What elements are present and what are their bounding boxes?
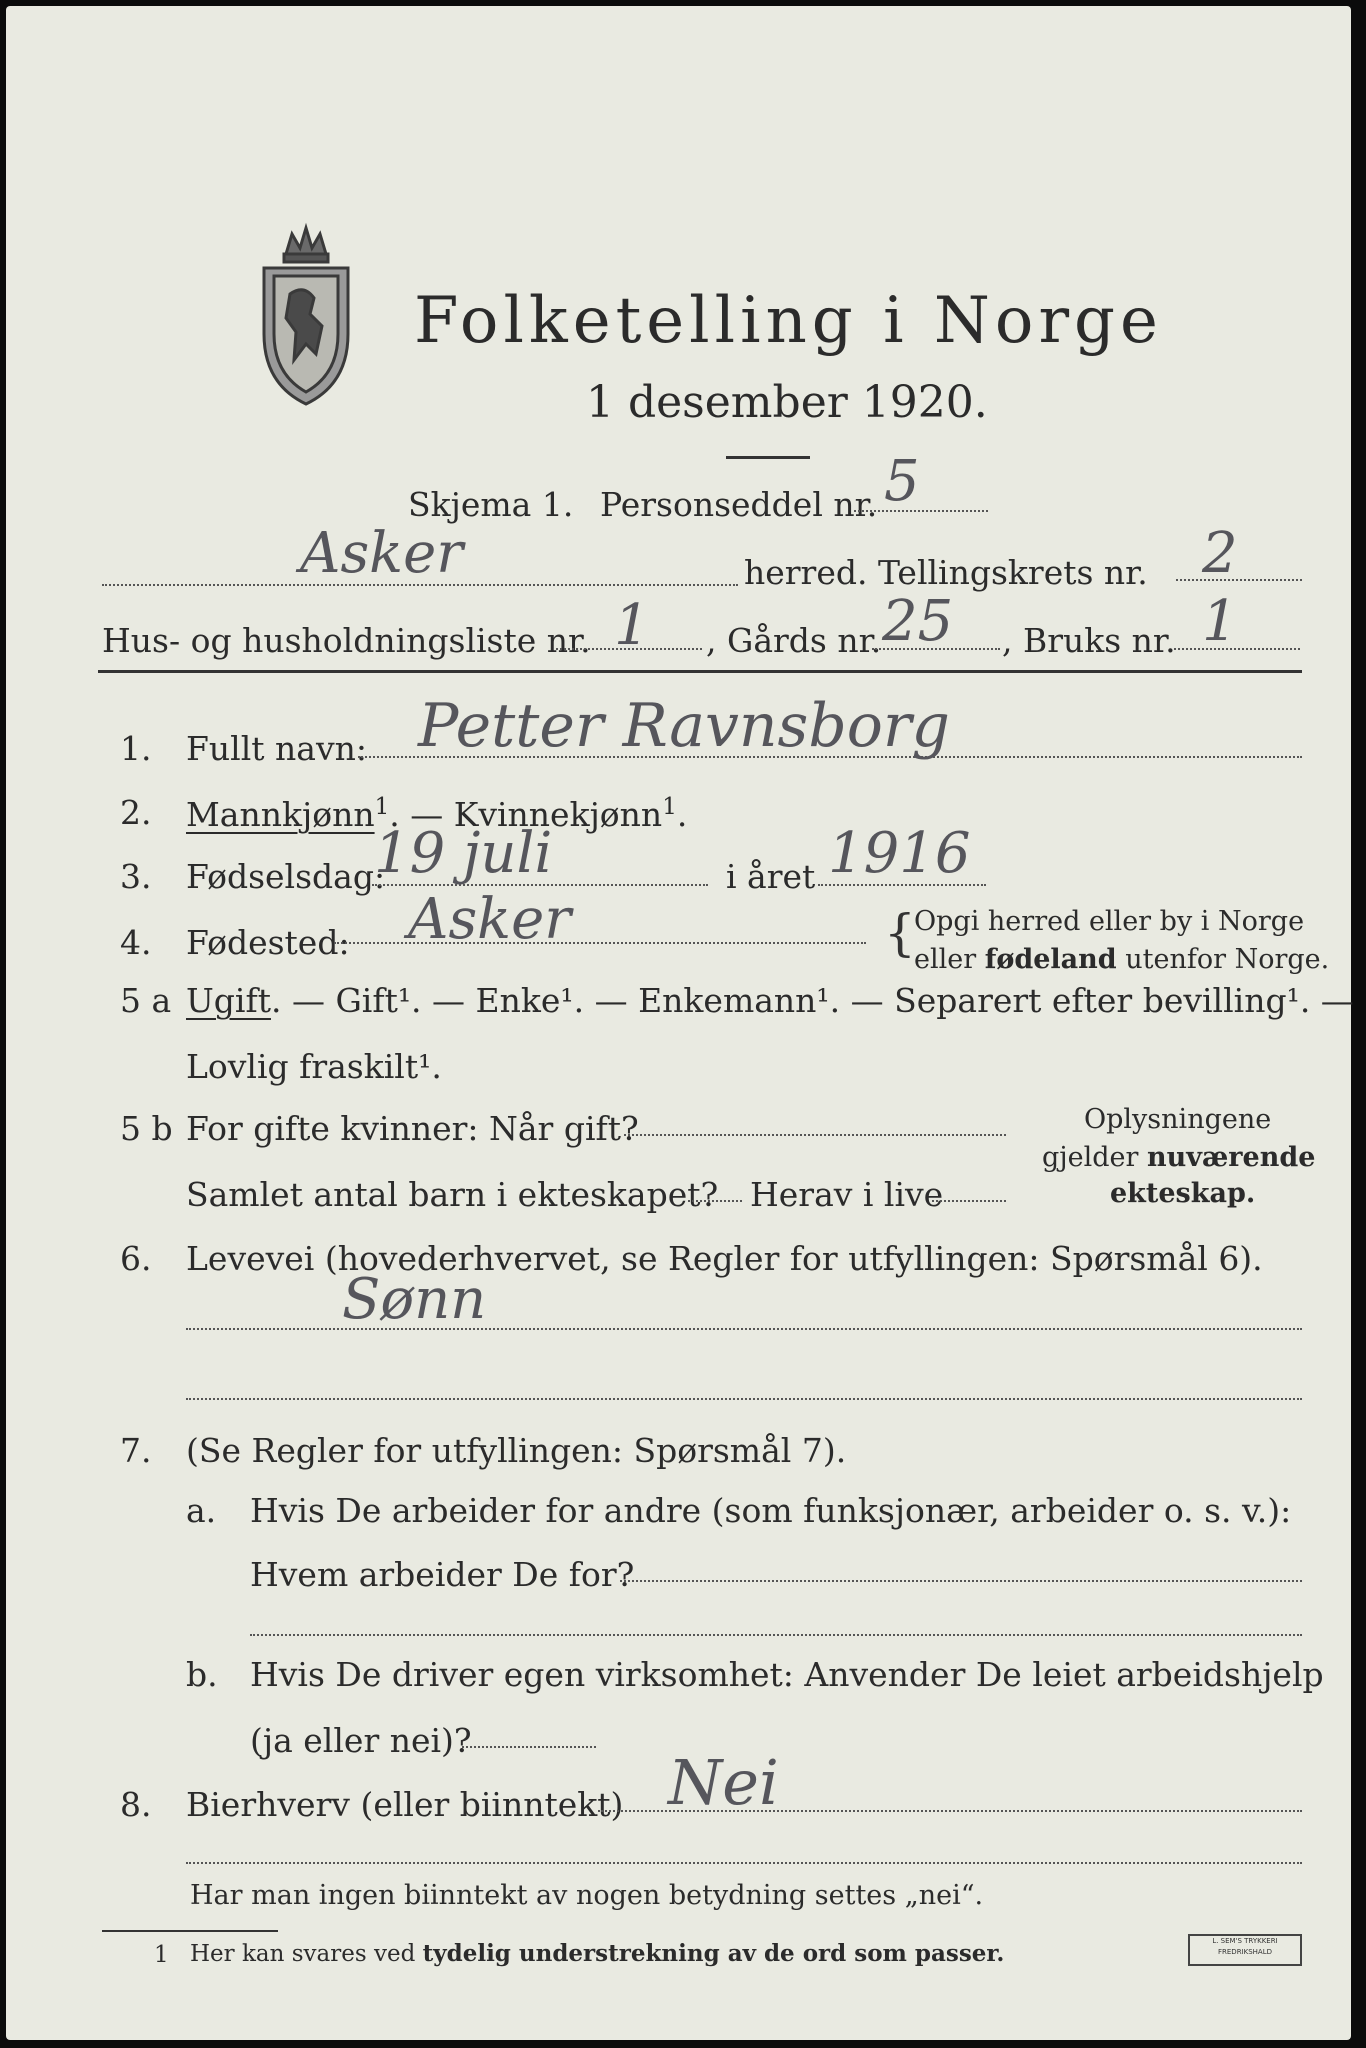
hus-label: Hus- og husholdningsliste nr. <box>102 621 591 660</box>
q5b-note3: ekteskap. <box>1110 1178 1256 1209</box>
q6-line <box>186 1328 1302 1330</box>
q7b-text: Hvis De driver egen virksomhet: Anvender De leiet arbeidshjelp <box>250 1655 1324 1694</box>
q8-value: Nei <box>668 1746 779 1819</box>
q8-number: 8. <box>120 1785 152 1824</box>
q2-end: . <box>676 795 688 834</box>
q5b-alive-line <box>932 1200 1006 1202</box>
q7b-question: (ja eller nei)? <box>250 1721 472 1760</box>
tellingskrets-value: 2 <box>1202 521 1238 586</box>
q7a-line-2 <box>250 1634 1302 1636</box>
form-title: Folketelling i Norge <box>414 284 1163 358</box>
personseddel-value: 5 <box>884 449 920 514</box>
personseddel-label: Personseddel nr. <box>600 485 878 524</box>
q5a-line2: Lovlig fraskilt¹. <box>186 1047 442 1086</box>
q2-female-footnote-mark: 1 <box>662 794 677 820</box>
q1-number: 1. <box>120 729 152 768</box>
q5b-when-line <box>624 1134 1006 1136</box>
q5b-children-line <box>688 1200 742 1202</box>
q5a-text <box>186 981 1354 1020</box>
q7a-letter: a. <box>186 1491 217 1530</box>
hus-value: 1 <box>614 593 650 658</box>
q3-number: 3. <box>120 857 152 896</box>
personseddel-line <box>854 510 988 512</box>
census-form <box>6 6 1354 2040</box>
footnote-text-bold: tydelig understrekning av de ord som passer. <box>422 1940 1005 1967</box>
q3-date-value: 19 juli <box>374 821 553 886</box>
q8-line-2 <box>186 1862 1302 1864</box>
q4-value: Asker <box>408 887 572 952</box>
q5a-number: 5 a <box>120 981 172 1020</box>
footnote-rule <box>102 1930 278 1932</box>
q5b-label1: For gifte kvinner: Når gift? <box>186 1109 639 1148</box>
gards-label: , Gårds nr. <box>706 621 882 660</box>
bruks-label: , Bruks nr. <box>1002 621 1176 660</box>
title-divider <box>726 456 810 459</box>
herred-label: herred. Tellingskrets nr. <box>744 553 1148 592</box>
q3-year-value: 1916 <box>828 821 971 886</box>
q5a-other-options: . — Gift¹. — Enke¹. — Enkemann¹. — Separert efter bevilling¹. — <box>270 981 1354 1020</box>
footnote-text-plain: Her kan svares ved <box>190 1941 423 1967</box>
form-date: 1 desember 1920. <box>586 377 988 428</box>
q3-year-label: i året <box>726 857 816 896</box>
q2-number: 2. <box>120 793 152 832</box>
skjema-label: Skjema 1. <box>408 485 574 524</box>
q1-value: Petter Ravnsborg <box>418 691 950 761</box>
footer-note: Har man ingen biinntekt av nogen betydning settes „nei“. <box>190 1880 984 1911</box>
q7a-line <box>620 1580 1302 1582</box>
q5b-note2a: gjelder <box>1042 1142 1148 1173</box>
q4-note-2a: eller <box>914 944 985 975</box>
printer-stamp <box>1188 1934 1302 1966</box>
q4-note-line2 <box>914 946 1329 973</box>
q2-footnote-mark: 1 <box>374 794 390 820</box>
q6-number: 6. <box>120 1239 152 1278</box>
q7a-question: Hvem arbeider De for? <box>250 1555 635 1594</box>
q5b-note2 <box>1042 1144 1315 1171</box>
q4-label: Fødested: <box>186 923 350 962</box>
printer-stamp-line2: FREDRIKSHALD <box>1217 1948 1272 1956</box>
section-divider <box>98 670 1302 673</box>
q7a-text: Hvis De arbeider for andre (som funksjonær, arbeider o. s. v.): <box>250 1491 1292 1530</box>
q5b-herav-label: Herav i live <box>750 1175 944 1214</box>
q4-note-2b: fødeland <box>984 944 1117 975</box>
q7b-letter: b. <box>186 1655 218 1694</box>
herred-value: Asker <box>300 521 464 586</box>
gards-value: 25 <box>882 589 954 654</box>
q5b-note1: Oplysningene <box>1084 1104 1272 1135</box>
tellingskrets-line <box>1176 579 1302 581</box>
bruks-value: 1 <box>1202 589 1238 654</box>
footnote-mark: 1 <box>154 1942 169 1968</box>
q2-female-option: . — Kvinnekjønn <box>389 795 663 834</box>
printer-stamp-line1: L. SEM'S TRYKKERI <box>1212 1937 1278 1945</box>
q6-line-2 <box>186 1398 1302 1400</box>
norwegian-coat-of-arms-icon <box>250 214 362 410</box>
q5b-note2b: nuværende <box>1147 1142 1316 1173</box>
q5b-number: 5 b <box>120 1109 173 1148</box>
footnote-text <box>190 1942 1004 1966</box>
q1-label: Fullt navn: <box>186 729 367 768</box>
q6-value: Sønn <box>342 1267 487 1332</box>
q4-number: 4. <box>120 923 152 962</box>
q2-male-option: Mannkjønn <box>186 795 375 834</box>
q7-number: 7. <box>120 1431 152 1470</box>
q7-label: (Se Regler for utfyllingen: Spørsmål 7). <box>186 1431 847 1470</box>
q7b-line <box>462 1746 596 1748</box>
q5a-ugift-option: Ugift <box>186 981 271 1020</box>
q5b-label2: Samlet antal barn i ekteskapet? <box>186 1175 719 1214</box>
q6-label: Levevei (hovederhvervet, se Regler for utfyllingen: Spørsmål 6). <box>186 1239 1263 1278</box>
q3-label: Fødselsdag: <box>186 857 386 896</box>
q4-note-line1: Opgi herred eller by i Norge <box>914 906 1305 937</box>
q4-note-brace: { <box>884 904 916 962</box>
q4-note-2c: utenfor Norge. <box>1116 944 1330 975</box>
q8-label: Bierhverv (eller biinntekt) <box>186 1785 624 1824</box>
